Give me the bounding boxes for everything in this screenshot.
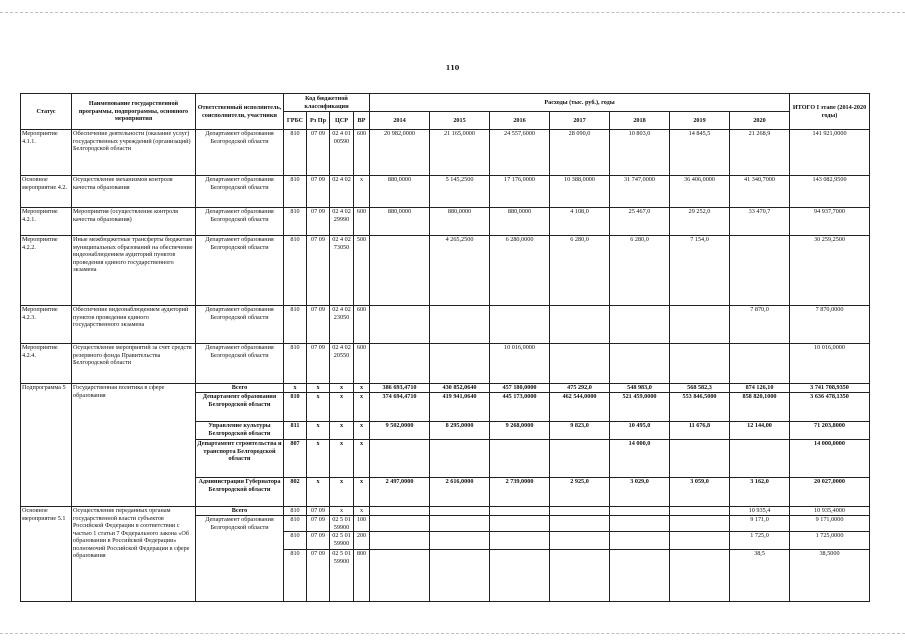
- row-amount: 41 340,7000: [730, 176, 790, 208]
- row-amount: [730, 440, 790, 478]
- row-amount: 880,0000: [370, 176, 430, 208]
- row-rzpr: 07 09: [307, 306, 330, 344]
- row-grbs: 810: [284, 532, 307, 550]
- row-executor: Департамент образования Белгородской области: [196, 236, 284, 306]
- row-amount: 21 268,9: [730, 130, 790, 176]
- row-amount: [370, 236, 430, 306]
- row-amount: [370, 507, 430, 516]
- row-rzpr: 07 09: [307, 507, 330, 516]
- row-vr: х: [354, 384, 370, 393]
- row-amount: 386 693,4710: [370, 384, 430, 393]
- row-grbs: 810: [284, 516, 307, 532]
- row-amount: 9 823,0: [550, 422, 610, 440]
- table-row: [21, 384, 870, 393]
- row-grbs: 810: [284, 306, 307, 344]
- row-amount: [430, 344, 490, 384]
- row-name: Осуществление переданных органам государственной власти субъектов Российской Федерации в соответствии с частью 1 статьи 7 Федерального закона «Об образовании в Российской Федерации» полномочий Российской Федерации в сфере образования: [72, 507, 196, 602]
- row-amount: 29 252,0: [670, 208, 730, 236]
- row-amount: 475 292,0: [550, 384, 610, 393]
- row-vr: 600: [354, 306, 370, 344]
- row-amount: 4 265,2500: [430, 236, 490, 306]
- row-status: Мероприятие 4.1.1.: [21, 130, 72, 176]
- row-grbs: 810: [284, 344, 307, 384]
- row-amount: 24 557,6000: [490, 130, 550, 176]
- header-csr: ЦСР: [330, 112, 354, 130]
- row-rzpr: 07 09: [307, 516, 330, 532]
- page-top-rule: [0, 12, 905, 13]
- row-csr: 02 4 02: [330, 176, 354, 208]
- row-csr: 02 5 01 59900: [330, 532, 354, 550]
- row-grbs: 810: [284, 550, 307, 602]
- row-rzpr: 07 09: [307, 532, 330, 550]
- row-name: Обеспечение деятельности (оказание услуг) государственных учреждений (организаций) Белгородской области: [72, 130, 196, 176]
- row-amount: 7 870,0: [730, 306, 790, 344]
- row-amount: [670, 306, 730, 344]
- row-executor: Администрация Губернатора Белгородской области: [196, 478, 284, 507]
- row-amount: [370, 532, 430, 550]
- row-amount: [550, 507, 610, 516]
- row-amount: [670, 344, 730, 384]
- header-grbs: ГРБС: [284, 112, 307, 130]
- row-name: Осуществление мероприятий за счет средств резервного фонда Правительства Белгородской области: [72, 344, 196, 384]
- row-amount: 1 725,0: [730, 532, 790, 550]
- row-amount: [430, 440, 490, 478]
- row-status: Основное мероприятие 4.2.: [21, 176, 72, 208]
- row-amount: 20 982,0000: [370, 130, 430, 176]
- header-budget-code: Код бюджетной классификации: [284, 94, 370, 112]
- row-grbs: 810: [284, 130, 307, 176]
- row-amount: [430, 550, 490, 602]
- row-amount: [430, 516, 490, 532]
- row-amount: 11 676,8: [670, 422, 730, 440]
- row-rzpr: 07 09: [307, 550, 330, 602]
- row-total: 20 027,0000: [790, 478, 870, 507]
- row-grbs: 810: [284, 176, 307, 208]
- header-year: 2016: [490, 112, 550, 130]
- row-amount: 568 582,3: [670, 384, 730, 393]
- header-name: Наименование государственной программы, подпрограммы, основного мероприятия: [72, 94, 196, 130]
- row-amount: 5 145,2500: [430, 176, 490, 208]
- row-rzpr: х: [307, 440, 330, 478]
- row-status: Мероприятие 4.2.2.: [21, 236, 72, 306]
- row-csr: х: [330, 478, 354, 507]
- row-amount: 880,0000: [430, 208, 490, 236]
- row-csr: 02 4 01 00590: [330, 130, 354, 176]
- row-amount: 7 154,0: [670, 236, 730, 306]
- row-total: 143 082,9500: [790, 176, 870, 208]
- row-amount: [370, 344, 430, 384]
- budget-table: [20, 93, 870, 602]
- row-amount: [670, 532, 730, 550]
- row-csr: 02 4 02 23050: [330, 306, 354, 344]
- row-amount: [730, 344, 790, 384]
- row-grbs: 810: [284, 507, 307, 516]
- row-amount: 10 388,0000: [550, 176, 610, 208]
- table-row: [21, 306, 870, 344]
- row-amount: [670, 550, 730, 602]
- row-vr: 600: [354, 208, 370, 236]
- row-amount: [370, 550, 430, 602]
- row-total: 30 259,2500: [790, 236, 870, 306]
- row-amount: [610, 516, 670, 532]
- row-amount: [730, 236, 790, 306]
- row-csr: 02 5 01 59900: [330, 550, 354, 602]
- row-amount: 2 739,0000: [490, 478, 550, 507]
- table-row: [21, 130, 870, 176]
- row-amount: [550, 344, 610, 384]
- row-amount: [670, 516, 730, 532]
- row-status: Мероприятие 4.2.4.: [21, 344, 72, 384]
- row-vr: 800: [354, 550, 370, 602]
- row-amount: 31 747,0000: [610, 176, 670, 208]
- row-status: Мероприятие 4.2.3.: [21, 306, 72, 344]
- row-csr: х: [330, 440, 354, 478]
- row-amount: [550, 516, 610, 532]
- row-amount: 8 295,0000: [430, 422, 490, 440]
- row-vr: х: [354, 478, 370, 507]
- row-amount: [490, 440, 550, 478]
- row-name: Мероприятия (осуществление контроля качества образования): [72, 208, 196, 236]
- table-row: [21, 344, 870, 384]
- row-status: Основное мероприятие 5.1: [21, 507, 72, 602]
- row-amount: [490, 532, 550, 550]
- row-amount: [610, 507, 670, 516]
- row-name: Иные межбюджетные трансферты бюджетам муниципальных образований на обеспечение видеонаблюдением аудиторий пунктов проведения единого государственного экзамена: [72, 236, 196, 306]
- row-amount: 9 502,0000: [370, 422, 430, 440]
- row-amount: [490, 516, 550, 532]
- row-amount: 2 616,0000: [430, 478, 490, 507]
- row-amount: 874 126,10: [730, 384, 790, 393]
- row-rzpr: х: [307, 384, 330, 393]
- row-vr: 500: [354, 236, 370, 306]
- row-amount: 12 144,00: [730, 422, 790, 440]
- page-number: 110: [445, 64, 460, 72]
- row-status: Мероприятие 4.2.1.: [21, 208, 72, 236]
- row-name: Государственная политика в сфере образования: [72, 384, 196, 507]
- row-amount: [550, 550, 610, 602]
- row-total: 10 935,4000: [790, 507, 870, 516]
- table-row: [21, 507, 870, 516]
- row-amount: 3 059,0: [670, 478, 730, 507]
- row-amount: [370, 516, 430, 532]
- header-expenses: Расходы (тыс. руб.), годы: [370, 94, 790, 112]
- row-total: 3 741 708,9350: [790, 384, 870, 393]
- row-amount: 10 495,0: [610, 422, 670, 440]
- header-vr: ВР: [354, 112, 370, 130]
- row-total: 38,5000: [790, 550, 870, 602]
- table-row: [21, 176, 870, 208]
- row-executor: Департамент образования Белгородской области: [196, 516, 284, 602]
- row-amount: 25 467,0: [610, 208, 670, 236]
- row-amount: 21 165,0000: [430, 130, 490, 176]
- row-amount: 36 406,0000: [670, 176, 730, 208]
- header-total: ИТОГО I этапе (2014-2020 годы): [790, 94, 870, 130]
- row-amount: 38,5: [730, 550, 790, 602]
- row-total: 94 937,7000: [790, 208, 870, 236]
- row-csr: х: [330, 384, 354, 393]
- row-rzpr: 07 09: [307, 344, 330, 384]
- row-amount: [550, 306, 610, 344]
- header-year: 2019: [670, 112, 730, 130]
- row-name: Обеспечение видеонаблюдением аудиторий пунктов проведения единого государственного экзамена: [72, 306, 196, 344]
- row-amount: 28 090,0: [550, 130, 610, 176]
- row-executor: Всего: [196, 384, 284, 393]
- row-grbs: 810: [284, 208, 307, 236]
- header-executor: Ответственный исполнитель, соисполнители, участники: [196, 94, 284, 130]
- row-amount: 9 171,0: [730, 516, 790, 532]
- row-amount: [670, 440, 730, 478]
- row-amount: 33 470,7: [730, 208, 790, 236]
- row-vr: х: [354, 422, 370, 440]
- row-rzpr: 07 09: [307, 130, 330, 176]
- header-status: Статус: [21, 94, 72, 130]
- row-grbs: 802: [284, 478, 307, 507]
- row-executor: Управление культуры Белгородской области: [196, 422, 284, 440]
- row-grbs: 810: [284, 236, 307, 306]
- table-row: [21, 236, 870, 306]
- row-amount: [370, 440, 430, 478]
- row-amount: 17 176,0000: [490, 176, 550, 208]
- row-grbs: 811: [284, 422, 307, 440]
- row-amount: 553 846,5000: [670, 393, 730, 422]
- row-rzpr: х: [307, 478, 330, 507]
- row-amount: 419 941,0640: [430, 393, 490, 422]
- row-grbs: х: [284, 384, 307, 393]
- row-executor: Департамент образования Белгородской области: [196, 208, 284, 236]
- row-rzpr: х: [307, 422, 330, 440]
- row-amount: 462 544,0000: [550, 393, 610, 422]
- row-amount: [550, 532, 610, 550]
- row-vr: х: [354, 440, 370, 478]
- row-csr: 02 4 02 29990: [330, 208, 354, 236]
- row-amount: [430, 532, 490, 550]
- header-year: 2015: [430, 112, 490, 130]
- row-csr: х: [330, 422, 354, 440]
- row-amount: [370, 306, 430, 344]
- row-executor: Департамент образования Белгородской области: [196, 306, 284, 344]
- row-amount: 6 280,0: [610, 236, 670, 306]
- row-vr: 600: [354, 344, 370, 384]
- row-rzpr: 07 09: [307, 236, 330, 306]
- header-year: 2014: [370, 112, 430, 130]
- row-status: Подпрограмма 5: [21, 384, 72, 507]
- header-year: 2020: [730, 112, 790, 130]
- row-amount: [490, 550, 550, 602]
- row-csr: х: [330, 393, 354, 422]
- row-total: 14 000,0000: [790, 440, 870, 478]
- row-csr: х: [330, 507, 354, 516]
- row-total: 1 725,0000: [790, 532, 870, 550]
- row-amount: 374 694,4710: [370, 393, 430, 422]
- page-bottom-rule: [0, 633, 905, 634]
- row-amount: [490, 507, 550, 516]
- row-amount: [610, 306, 670, 344]
- row-amount: 9 268,0000: [490, 422, 550, 440]
- table-row: [21, 208, 870, 236]
- row-amount: 10 016,0000: [490, 344, 550, 384]
- row-amount: 6 280,0000: [490, 236, 550, 306]
- row-executor: Департамент образования Белгородской области: [196, 344, 284, 384]
- row-rzpr: 07 09: [307, 176, 330, 208]
- header-rzpr: Рз Пр: [307, 112, 330, 130]
- row-rzpr: х: [307, 393, 330, 422]
- row-total: 71 203,8000: [790, 422, 870, 440]
- row-amount: 10 803,0: [610, 130, 670, 176]
- header-year: 2018: [610, 112, 670, 130]
- row-amount: 10 935,4: [730, 507, 790, 516]
- row-amount: [610, 550, 670, 602]
- row-amount: 880,0000: [370, 208, 430, 236]
- row-amount: 3 029,0: [610, 478, 670, 507]
- row-amount: [550, 440, 610, 478]
- row-total: 9 171,0000: [790, 516, 870, 532]
- row-amount: 14 845,5: [670, 130, 730, 176]
- row-amount: 3 162,0: [730, 478, 790, 507]
- row-amount: 6 280,0: [550, 236, 610, 306]
- row-executor: Всего: [196, 507, 284, 516]
- row-amount: 521 459,0000: [610, 393, 670, 422]
- row-rzpr: 07 09: [307, 208, 330, 236]
- row-amount: 457 180,0000: [490, 384, 550, 393]
- row-total: 10 016,0000: [790, 344, 870, 384]
- row-executor: Департамент образования Белгородской области: [196, 176, 284, 208]
- row-amount: 445 173,0000: [490, 393, 550, 422]
- row-name: Осуществление механизмов контроля качества образования: [72, 176, 196, 208]
- row-amount: [610, 532, 670, 550]
- row-amount: 548 983,0: [610, 384, 670, 393]
- row-amount: 880,0000: [490, 208, 550, 236]
- row-executor: Департамент образования Белгородской области: [196, 393, 284, 422]
- row-total: 7 870,0000: [790, 306, 870, 344]
- row-vr: 600: [354, 130, 370, 176]
- row-vr: х: [354, 176, 370, 208]
- row-grbs: 807: [284, 440, 307, 478]
- row-total: 3 636 478,1350: [790, 393, 870, 422]
- row-total: 141 921,0000: [790, 130, 870, 176]
- row-vr: х: [354, 393, 370, 422]
- row-amount: 14 000,0: [610, 440, 670, 478]
- row-vr: х: [354, 507, 370, 516]
- row-amount: [490, 306, 550, 344]
- row-amount: [430, 306, 490, 344]
- row-amount: 2 497,0000: [370, 478, 430, 507]
- row-vr: 100: [354, 516, 370, 532]
- row-amount: [430, 507, 490, 516]
- row-executor: Департамент строительства и транспорта Белгородской области: [196, 440, 284, 478]
- row-amount: [670, 507, 730, 516]
- row-vr: 200: [354, 532, 370, 550]
- row-csr: 02 5 01 59900: [330, 516, 354, 532]
- row-amount: [610, 344, 670, 384]
- row-csr: 02 4 02 20550: [330, 344, 354, 384]
- row-grbs: 810: [284, 393, 307, 422]
- row-amount: 430 852,0640: [430, 384, 490, 393]
- row-amount: 4 108,0: [550, 208, 610, 236]
- header-year: 2017: [550, 112, 610, 130]
- table-body: [21, 130, 870, 602]
- row-executor: Департамент образования Белгородской области: [196, 130, 284, 176]
- row-amount: 858 820,1000: [730, 393, 790, 422]
- row-amount: 2 925,0: [550, 478, 610, 507]
- row-csr: 02 4 02 73050: [330, 236, 354, 306]
